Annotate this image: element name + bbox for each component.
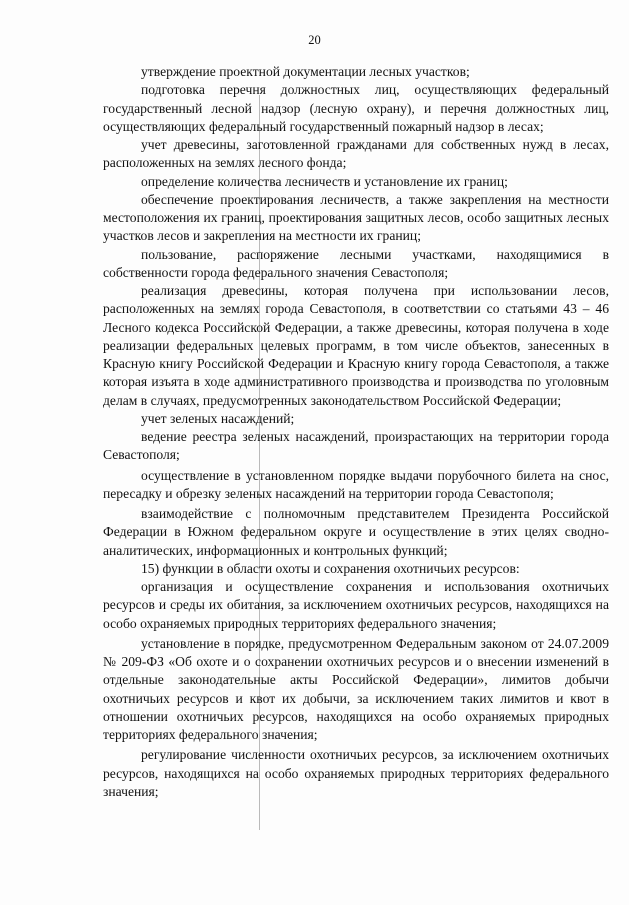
paragraph-1: утверждение проектной документации лесных участков; bbox=[141, 64, 470, 79]
paragraph-10: осуществление в установленном порядке выдачи порубочного билета на снос, пересадку и обрезку зеленых насаждений на территории города Севастополя; bbox=[103, 467, 609, 501]
paragraph-14: установление в порядке, предусмотренном Федеральным законом от 24.07.2009 № 209-ФЗ «Об охоте и о сохранении охотничьих ресурсов и о внесении изменений в отдельные законодательные акты Российской Федерации», лимитов добычи охотничьих ресурсов и квот их добычи, за исключением таких лимитов и квот в отношении охотничьих ресурсов, находящихся на особо охраняемых природных территориях федерального значения; bbox=[103, 635, 609, 742]
document-body bbox=[103, 63, 609, 801]
paragraph-4: определение количества лесничеств и установление их границ; bbox=[141, 173, 508, 189]
paragraph-13: организация и осуществление сохранения и использования охотничьих ресурсов и среды их обитания, за исключением охотничьих ресурсов, находящихся на особо охраняемых природных территориях федерального значения; bbox=[103, 579, 609, 631]
paragraph-9: ведение реестра зеленых насаждений, произрастающих на территории города Севастополя; bbox=[103, 429, 609, 463]
paragraph-5: обеспечение проектирования лесничеств, а также закрепления на местности местоположения их границ, проектирования защитных лесов, особо защитных лесных участков лесов и закрепления на местности их границ; bbox=[103, 191, 609, 244]
paragraph-15: регулирование численности охотничьих ресурсов, за исключением охотничьих ресурсов, находящихся на особо охраняемых природных территориях федерального значения; bbox=[103, 747, 609, 799]
paragraph-3: учет древесины, заготовленной гражданами для собственных нужд в лесах, расположенных на землях лесного фонда; bbox=[103, 137, 609, 171]
paragraph-11: взаимодействие с полномочным представителем Президента Российской Федерации в Южном федеральном округе и осуществление в этих целях сводно-аналитических, информационных и контрольных функций; bbox=[103, 506, 609, 558]
paragraph-8: учет зеленых насаждений; bbox=[141, 410, 295, 426]
paragraph-2: подготовка перечня должностных лиц, осуществляющих федеральный государственный лесной надзор (лесную охрану), и перечня должностных лиц, осуществляющих федеральный государственный пожарный надзор в лесах; bbox=[103, 82, 609, 134]
page-number: 20 bbox=[308, 33, 321, 47]
paragraph-6: пользование, распоряжение лесными участками, находящимися в собственности города федерального значения Севастополя; bbox=[103, 246, 609, 280]
section-heading-15: 15) функции в области охоты и сохранения охотничьих ресурсов: bbox=[141, 560, 520, 576]
paragraph-7: реализация древесины, которая получена при использовании лесов, расположенных на землях города Севастополя, в соответствии со статьями 43 – 46 Лесного кодекса Российской Федерации, а также древесины, которая получена в ходе реализации федеральных целевых программ, в том числе объектов, занесенных в Красную книгу Российской Федерации и Красную книгу города Севастополя, а также которая изъята в ходе административного производства и производства по уголовным делам в случаях, предусмотренных законодательством Российской Федерации; bbox=[103, 283, 609, 408]
